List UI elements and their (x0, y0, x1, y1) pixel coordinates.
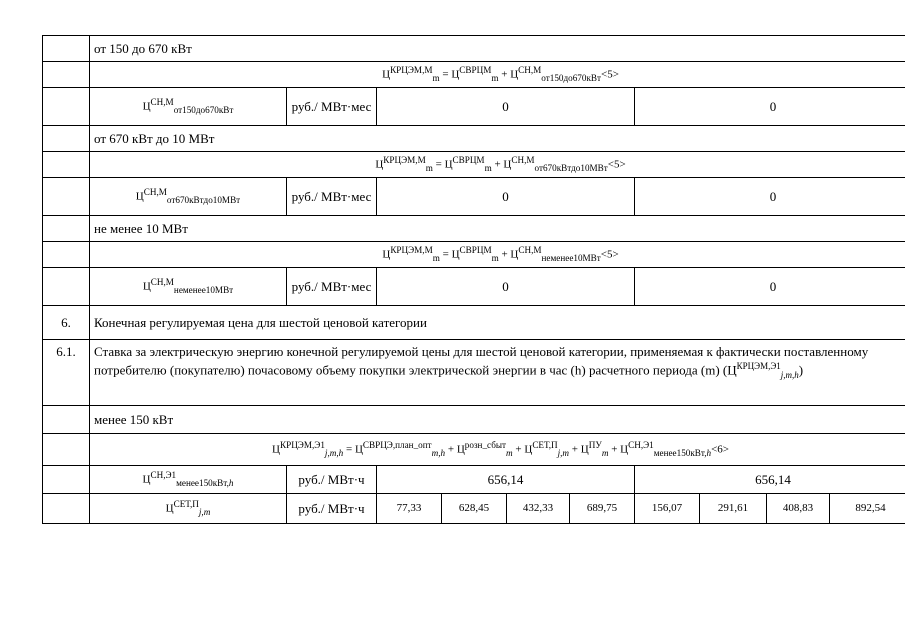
unit-cell: руб./ МВт·мес (287, 88, 377, 126)
value-cell: 0 (377, 268, 635, 306)
value-cell: 0 (377, 88, 635, 126)
value-row (43, 268, 905, 306)
value-row (43, 466, 905, 494)
value-cell: 408,83 (767, 494, 830, 524)
value-cell: 0 (635, 268, 905, 306)
value-row (43, 494, 905, 524)
value-row (43, 178, 905, 216)
value-cell: 291,61 (700, 494, 767, 524)
formula: $Ц^{КРЦЭМ,М}_m = Ц^{СВРЦМ}_m + Ц^{СН,М}_{неменее10МВт}<5>$ (90, 242, 905, 268)
unit-cell: руб./ МВт·ч (287, 494, 377, 524)
item-number: 6. (43, 306, 90, 340)
row-label: $Ц^{СН,Э1}_{менее150кВт,h}$ (90, 466, 287, 494)
value-cell: 892,54 (830, 494, 905, 524)
row-label: $Ц^{СН,М}_{от150до670кВт}$ (90, 88, 287, 126)
section-heading-row (43, 406, 905, 434)
formula-row (43, 152, 905, 178)
row-label: $Ц^{СН,М}_{от670кВтдо10МВт}$ (90, 178, 287, 216)
tariff-table (42, 35, 905, 524)
value-cell: 689,75 (570, 494, 635, 524)
section-heading: менее 150 кВт (90, 406, 905, 434)
value-cell: 156,07 (635, 494, 700, 524)
value-cell: 0 (635, 88, 905, 126)
value-cell: 656,14 (377, 466, 635, 494)
unit-cell: руб./ МВт·ч (287, 466, 377, 494)
item-row (43, 340, 905, 406)
section-heading-row (43, 216, 905, 242)
formula: $Ц^{КРЦЭМ,Э1}_{j,m,h} = Ц^{СВРЦЭ,план\_опт}_{m,h} + Ц^{розн\_сбыт}_m + Ц^{СЕТ,П}_{j,m} + Ц^{ПУ}_m + Ц^{СН,Э1}_{менее150кВт,h}<6>$ (90, 434, 905, 466)
formula-row (43, 62, 905, 88)
value-cell: 628,45 (442, 494, 507, 524)
value-cell: 77,33 (377, 494, 442, 524)
section-heading: не менее 10 МВт (90, 216, 905, 242)
item-text: Конечная регулируемая цена для шестой ценовой категории (90, 306, 905, 340)
item-row (43, 306, 905, 340)
formula: $Ц^{КРЦЭМ,М}_m = Ц^{СВРЦМ}_m + Ц^{СН,М}_{от670кВтдо10МВт}<5>$ (90, 152, 905, 178)
value-cell: 0 (377, 178, 635, 216)
formula-row (43, 434, 905, 466)
row-label: $Ц^{СН,М}_{неменее10МВт}$ (90, 268, 287, 306)
value-row (43, 88, 905, 126)
section-heading: от 150 до 670 кВт (90, 36, 905, 62)
item-text: Ставка за электрическую энергию конечной регулируемой цены для шестой ценовой категории, применяемая к фактически поставленному потребителю (покупателю) почасовому объему покупки электрической энергии в час (h) расчетного периода (m) $(Ц^{КРЦЭМ,Э1}_{j,m,h})$ (90, 340, 905, 406)
formula-row (43, 242, 905, 268)
unit-cell: руб./ МВт·мес (287, 268, 377, 306)
value-cell: 656,14 (635, 466, 905, 494)
row-label: $Ц^{СЕТ,П}_{j,m}$ (90, 494, 287, 524)
value-cell: 0 (635, 178, 905, 216)
value-cell: 432,33 (507, 494, 570, 524)
section-heading: от 670 кВт до 10 МВт (90, 126, 905, 152)
section-heading-row (43, 36, 905, 62)
section-heading-row (43, 126, 905, 152)
item-number: 6.1. (43, 340, 90, 406)
unit-cell: руб./ МВт·мес (287, 178, 377, 216)
formula: $Ц^{КРЦЭМ,М}_m = Ц^{СВРЦМ}_m + Ц^{СН,М}_{от150до670кВт}<5>$ (90, 62, 905, 88)
